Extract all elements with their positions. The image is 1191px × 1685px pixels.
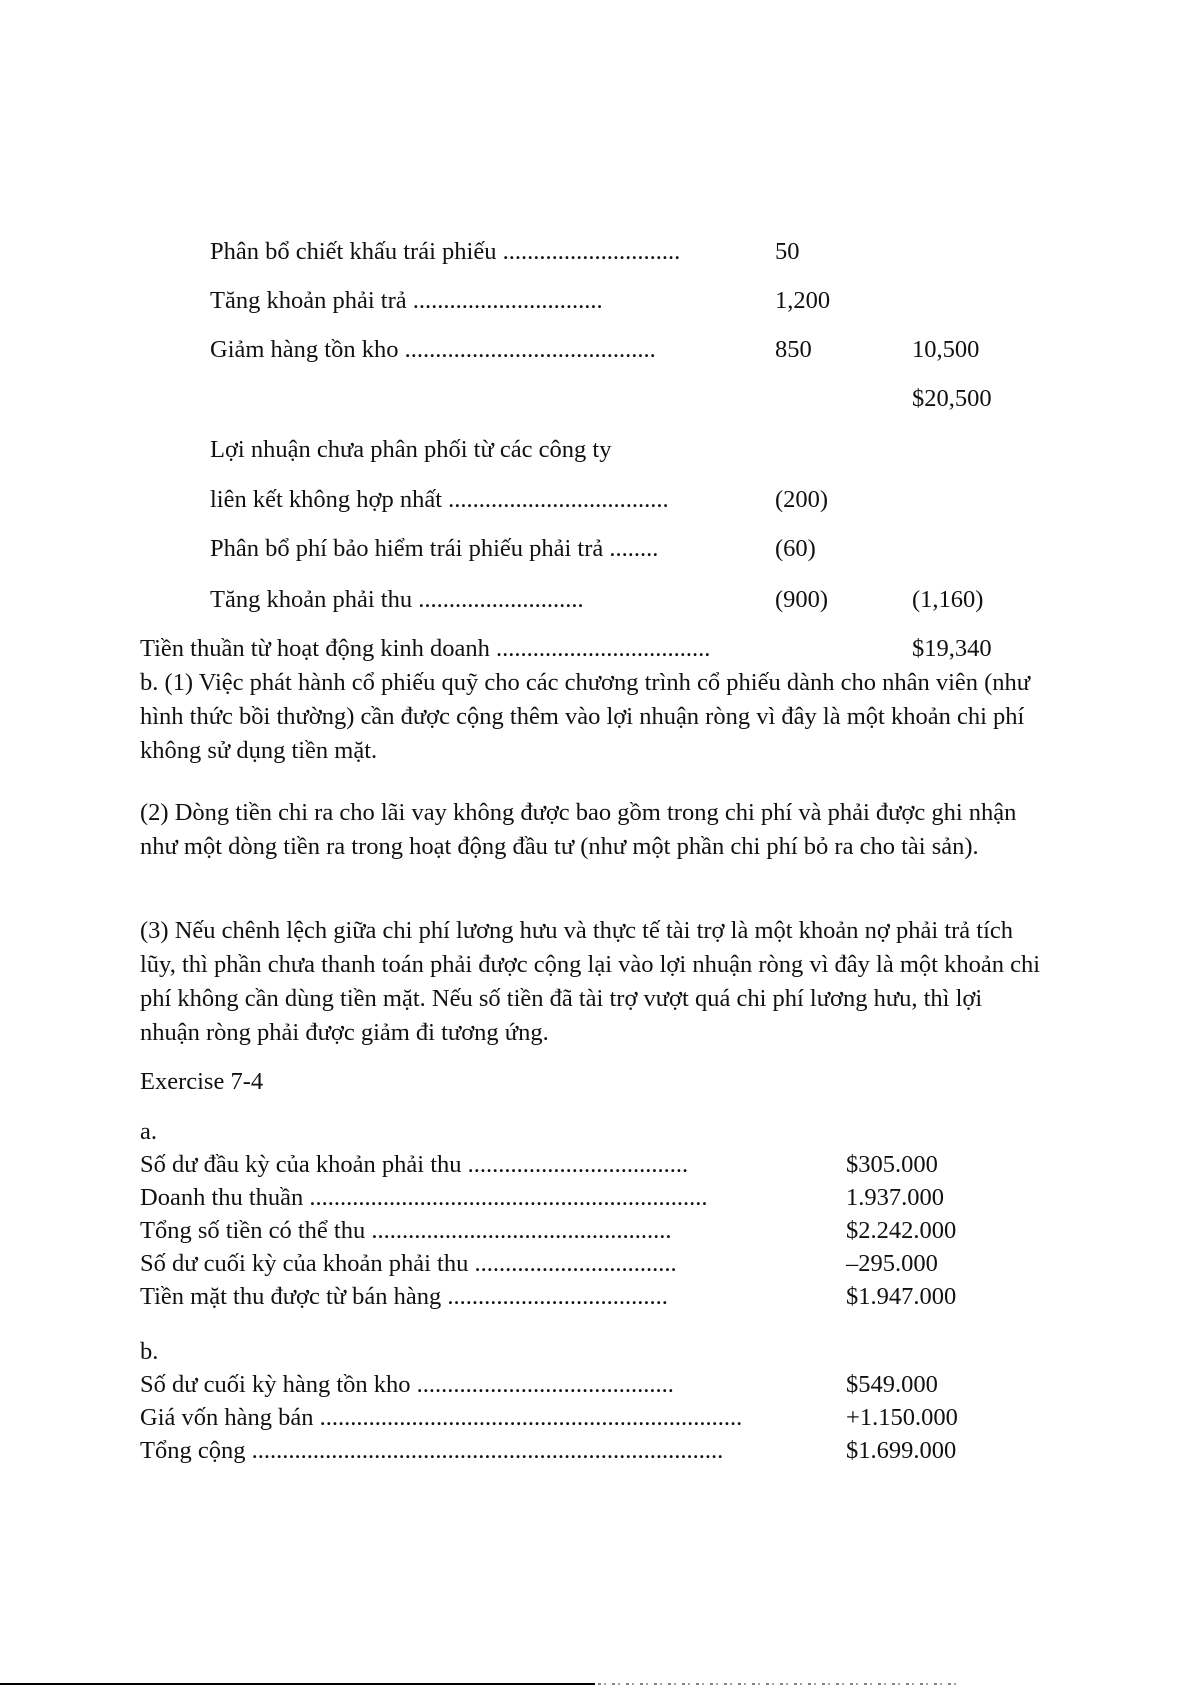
row-subtotal: (1,160) [912,586,984,613]
row-label: Phân bổ phí bảo hiểm trái phiếu phải trả ........ [210,535,659,562]
exercise-title: Exercise 7-4 [140,1068,264,1095]
total-label: Tiền thuần từ hoạt động kinh doanh ................................... [140,635,711,662]
row-label: Số dư đầu kỳ của khoản phải thu .................................... [140,1151,689,1178]
exercise-part-b-label: b. [140,1338,159,1365]
row-value: (60) [775,535,816,562]
row-label: Số dư cuối kỳ hàng tồn kho .......................................... [140,1371,674,1398]
row-value: $1.947.000 [846,1283,957,1310]
row-value: 1.937.000 [846,1184,944,1211]
row-label: Tiền mặt thu được từ bán hàng .................................... [140,1283,668,1310]
row-value: +1.150.000 [846,1404,958,1431]
row-value: $549.000 [846,1371,938,1398]
part-b-paragraph-2: (2) Dòng tiền chi ra cho lãi vay không được bao gồm trong chi phí và phải được ghi nhận như một dòng tiền ra trong hoạt động đầu tư (như một phần chi phí bỏ ra cho tài sản). [140,799,1017,860]
part-b-paragraph-3: (3) Nếu chênh lệch giữa chi phí lương hưu và thực tế tài trợ là một khoản nợ phải trả tích lũy, thì phần chưa thanh toán phải được cộng lại vào lợi nhuận ròng vì đây là một khoản chi phí không cần dùng tiền mặt. Nếu số tiền đã tài trợ vượt quá chi phí lương hưu, thì lợi nhuận ròng phải được giảm đi tương ứng. [140,917,1041,1046]
row-subtotal: 10,500 [912,336,980,363]
row-value: –295.000 [846,1250,938,1277]
row-label: Tăng khoản phải thu ........................... [210,586,584,613]
row-label: Tăng khoản phải trả ............................... [210,287,603,314]
row-value: $2.242.000 [846,1217,957,1244]
row-value: $305.000 [846,1151,938,1178]
part-b-paragraph-1: b. (1) Việc phát hành cổ phiếu quỹ cho các chương trình cổ phiếu dành cho nhân viên (như hình thức bồi thường) cần được cộng thêm vào lợi nhuận ròng vì đây là một khoản chi phí không sử dụng tiền mặt. [140,669,1031,764]
row-label: Tổng số tiền có thể thu ................................................. [140,1217,672,1244]
row-value: 850 [775,336,812,363]
row-value: $1.699.000 [846,1437,957,1464]
row-label: Số dư cuối kỳ của khoản phải thu ................................. [140,1250,677,1277]
exercise-part-a-label: a. [140,1118,157,1145]
row-value: (200) [775,486,829,513]
total-value: $19,340 [912,635,992,662]
row-label: Giảm hàng tồn kho ......................................... [210,336,656,363]
row-value: (900) [775,586,829,613]
row-subtotal: $20,500 [912,385,992,412]
row-value: 1,200 [775,287,831,314]
row-label: Doanh thu thuần ................................................................. [140,1184,708,1211]
row-label: Phân bổ chiết khấu trái phiếu ............................. [210,238,681,265]
row-label: Tổng cộng ............................................................................. [140,1437,724,1464]
row-value: 50 [775,238,800,265]
row-label: liên kết không hợp nhất .................................... [210,486,669,513]
row-label: Giá vốn hàng bán ..................................................................... [140,1404,743,1431]
row-label: Lợi nhuận chưa phân phối từ các công ty [210,436,612,463]
